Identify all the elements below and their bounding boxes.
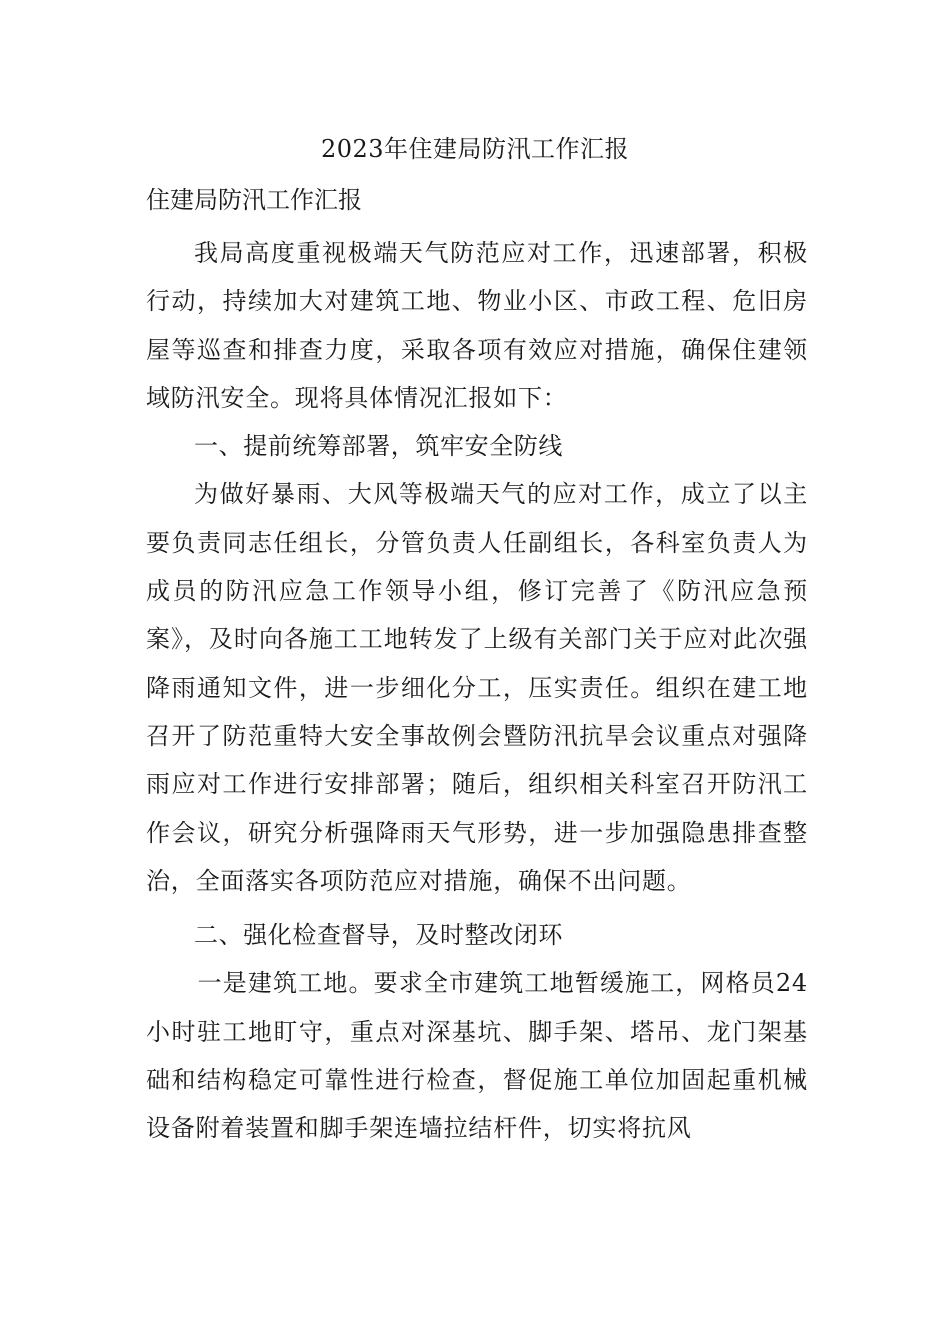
section-heading-2: 二、强化检查督导，及时整改闭环: [194, 921, 563, 950]
document-title: 2023年住建局防汛工作汇报: [320, 135, 630, 163]
section-2-paragraph: 一是建筑工地。要求全市建筑工地暂缓施工，网格员24小时驻工地盯守，重点对深基坑、脚手架、塔吊、龙门架基础和结构稳定可靠性进行检查，督促施工单位加固起重机械设备附着装置和脚手架连墙拉结杆件，切实将抗风: [146, 969, 808, 1143]
document-subtitle: 住建局防汛工作汇报: [146, 186, 362, 214]
document-body: [146, 229, 808, 1153]
section-heading-1: 一、提前统筹部署，筑牢安全防线: [194, 432, 563, 461]
intro-paragraph: 我局高度重视极端天气防范应对工作，迅速部署，积极行动，持续加大对建筑工地、物业小区、市政工程、危旧房屋等巡查和排查力度，采取各项有效应对措施，确保住建领域防汛安全。现将具体情况汇报如下：: [146, 239, 808, 412]
section-1-paragraph: 为做好暴雨、大风等极端天气的应对工作，成立了以主要负责同志任组长，分管负责人任副组长，各科室负责人为成员的防汛应急工作领导小组，修订完善了《防汛应急预案》，及时向各施工工地转发了上级有关部门关于应对此次强降雨通知文件，进一步细化分工，压实责任。组织在建工地召开了防范重特大安全事故例会暨防汛抗旱会议重点对强降雨应对工作进行安排部署；随后，组织相关科室召开防汛工作会议，研究分析强降雨天气形势，进一步加强隐患排查整治，全面落实各项防范应对措施，确保不出问题。: [146, 480, 808, 895]
